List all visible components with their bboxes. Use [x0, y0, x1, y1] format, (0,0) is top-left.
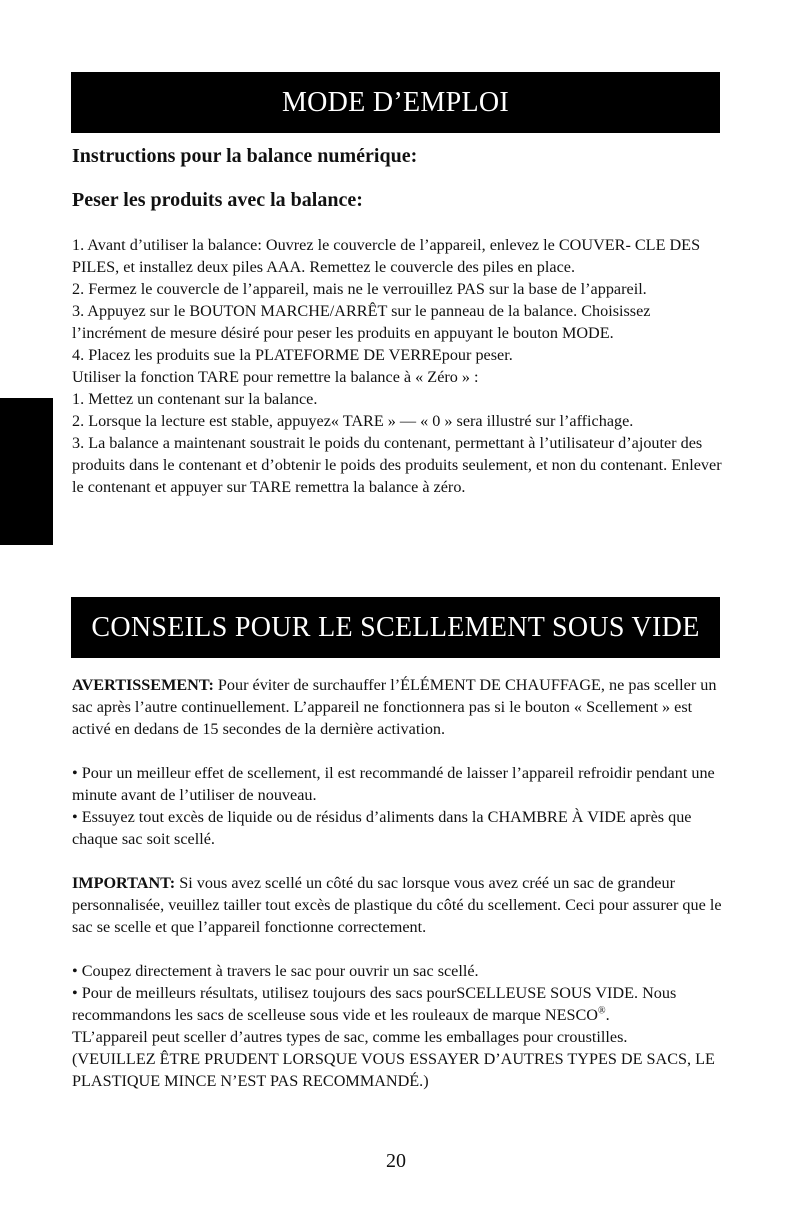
tip-text-end: . [605, 1006, 610, 1024]
section-banner-mode-emploi [71, 72, 720, 133]
important-text: Si vous avez scellé un côté du sac lorsque vous avez créé un sac de grandeur personnalisée, veuillez tailler tout excès de plastique du côté du scellement. Ceci pour assurer que le sac se scelle et que l’appareil fonctionne correctement. [72, 874, 722, 936]
instruction-step: 4. Placez les produits sue la PLATEFORME DE VERREpour peser. [72, 346, 513, 364]
heading-instructions-balance: Instructions pour la balance numérique: [72, 145, 418, 167]
important-paragraph [72, 872, 722, 938]
tip-bullet: • Pour un meilleur effet de scellement, il est recommandé de laisser l’appareil refroidir pendant une minute avant de l’utiliser de nouveau. [72, 764, 715, 804]
tare-intro: Utiliser la fonction TARE pour remettre la balance à « Zéro » : [72, 368, 479, 386]
tare-step: 2. Lorsque la lecture est stable, appuyez« TARE » — « 0 » sera illustré sur l’affichage. [72, 412, 634, 430]
registered-mark: ® [597, 1005, 606, 1017]
tip-bullet: • Essuyez tout excès de liquide ou de résidus d’aliments dans la CHAMBRE À VIDE après que chaque sac soit scellé. [72, 808, 692, 848]
banner-title: CONSEILS POUR LE SCELLEMENT SOUS VIDE [91, 611, 700, 643]
banner-title: MODE D’EMPLOI [281, 86, 510, 118]
tip-bullet-nesco [72, 982, 722, 1026]
page-number: 20 [386, 1150, 406, 1172]
warning-text: Pour éviter de surchauffer l’ÉLÉMENT DE CHAUFFAGE, ne pas sceller un sac après l’autre continuellement. L’appareil ne fonctionnera pas si le bouton « Scellement » est activé en dedans de 15 secondes de la dernière activation. [72, 676, 717, 738]
heading-peser-produits: Peser les produits avec la balance: [72, 189, 363, 211]
side-thumb-tab [0, 398, 53, 545]
instruction-step: 1. Avant d’utiliser la balance: Ouvrez le couvercle de l’appareil, enlevez le COUVER- CLE DES PILES, et installez deux piles AAA. Remettez le couvercle des piles en place. [72, 236, 701, 276]
warning-label: AVERTISSEMENT: [72, 676, 214, 694]
tip-bullet: • Coupez directement à travers le sac pour ouvrir un sac scellé. [72, 962, 479, 980]
important-label: IMPORTANT: [72, 874, 176, 892]
tip-text: • Pour de meilleurs résultats, utilisez toujours des sacs pourSCELLEUSE SOUS VIDE. Nous recommandons les sacs de scelleuse sous vide et les rouleaux de marque NESCO [72, 984, 677, 1024]
instruction-step: 3. Appuyez sur le BOUTON MARCHE/ARRÊT sur le panneau de la balance. Choisissez l’incrément de mesure désiré pour peser les produits en appuyant le bouton MODE. [72, 302, 651, 342]
scale-instructions-list [72, 234, 722, 498]
section-banner-conseils [71, 597, 720, 658]
warning-paragraph [72, 674, 722, 740]
caution-note: (VEUILLEZ ÊTRE PRUDENT LORSQUE VOUS ESSAYER D’AUTRES TYPES DE SACS, LE PLASTIQUE MINCE N’EST PAS RECOMMANDÉ.) [72, 1050, 715, 1090]
tare-step: 3. La balance a maintenant soustrait le poids du contenant, permettant à l’utilisateur d’ajouter des produits dans le contenant et d’obtenir le poids des produits seulement, et non du contenant. Enlever le contenant et appuyer sur TARE remettra la balance à zéro. [72, 434, 722, 496]
tip-line: TL’appareil peut sceller d’autres types de sac, comme les emballages pour croustilles. [72, 1028, 628, 1046]
tare-step: 1. Mettez un contenant sur la balance. [72, 390, 318, 408]
sealing-tips [72, 674, 722, 1092]
instruction-step: 2. Fermez le couvercle de l’appareil, mais ne le verrouillez PAS sur la base de l’appareil. [72, 280, 647, 298]
